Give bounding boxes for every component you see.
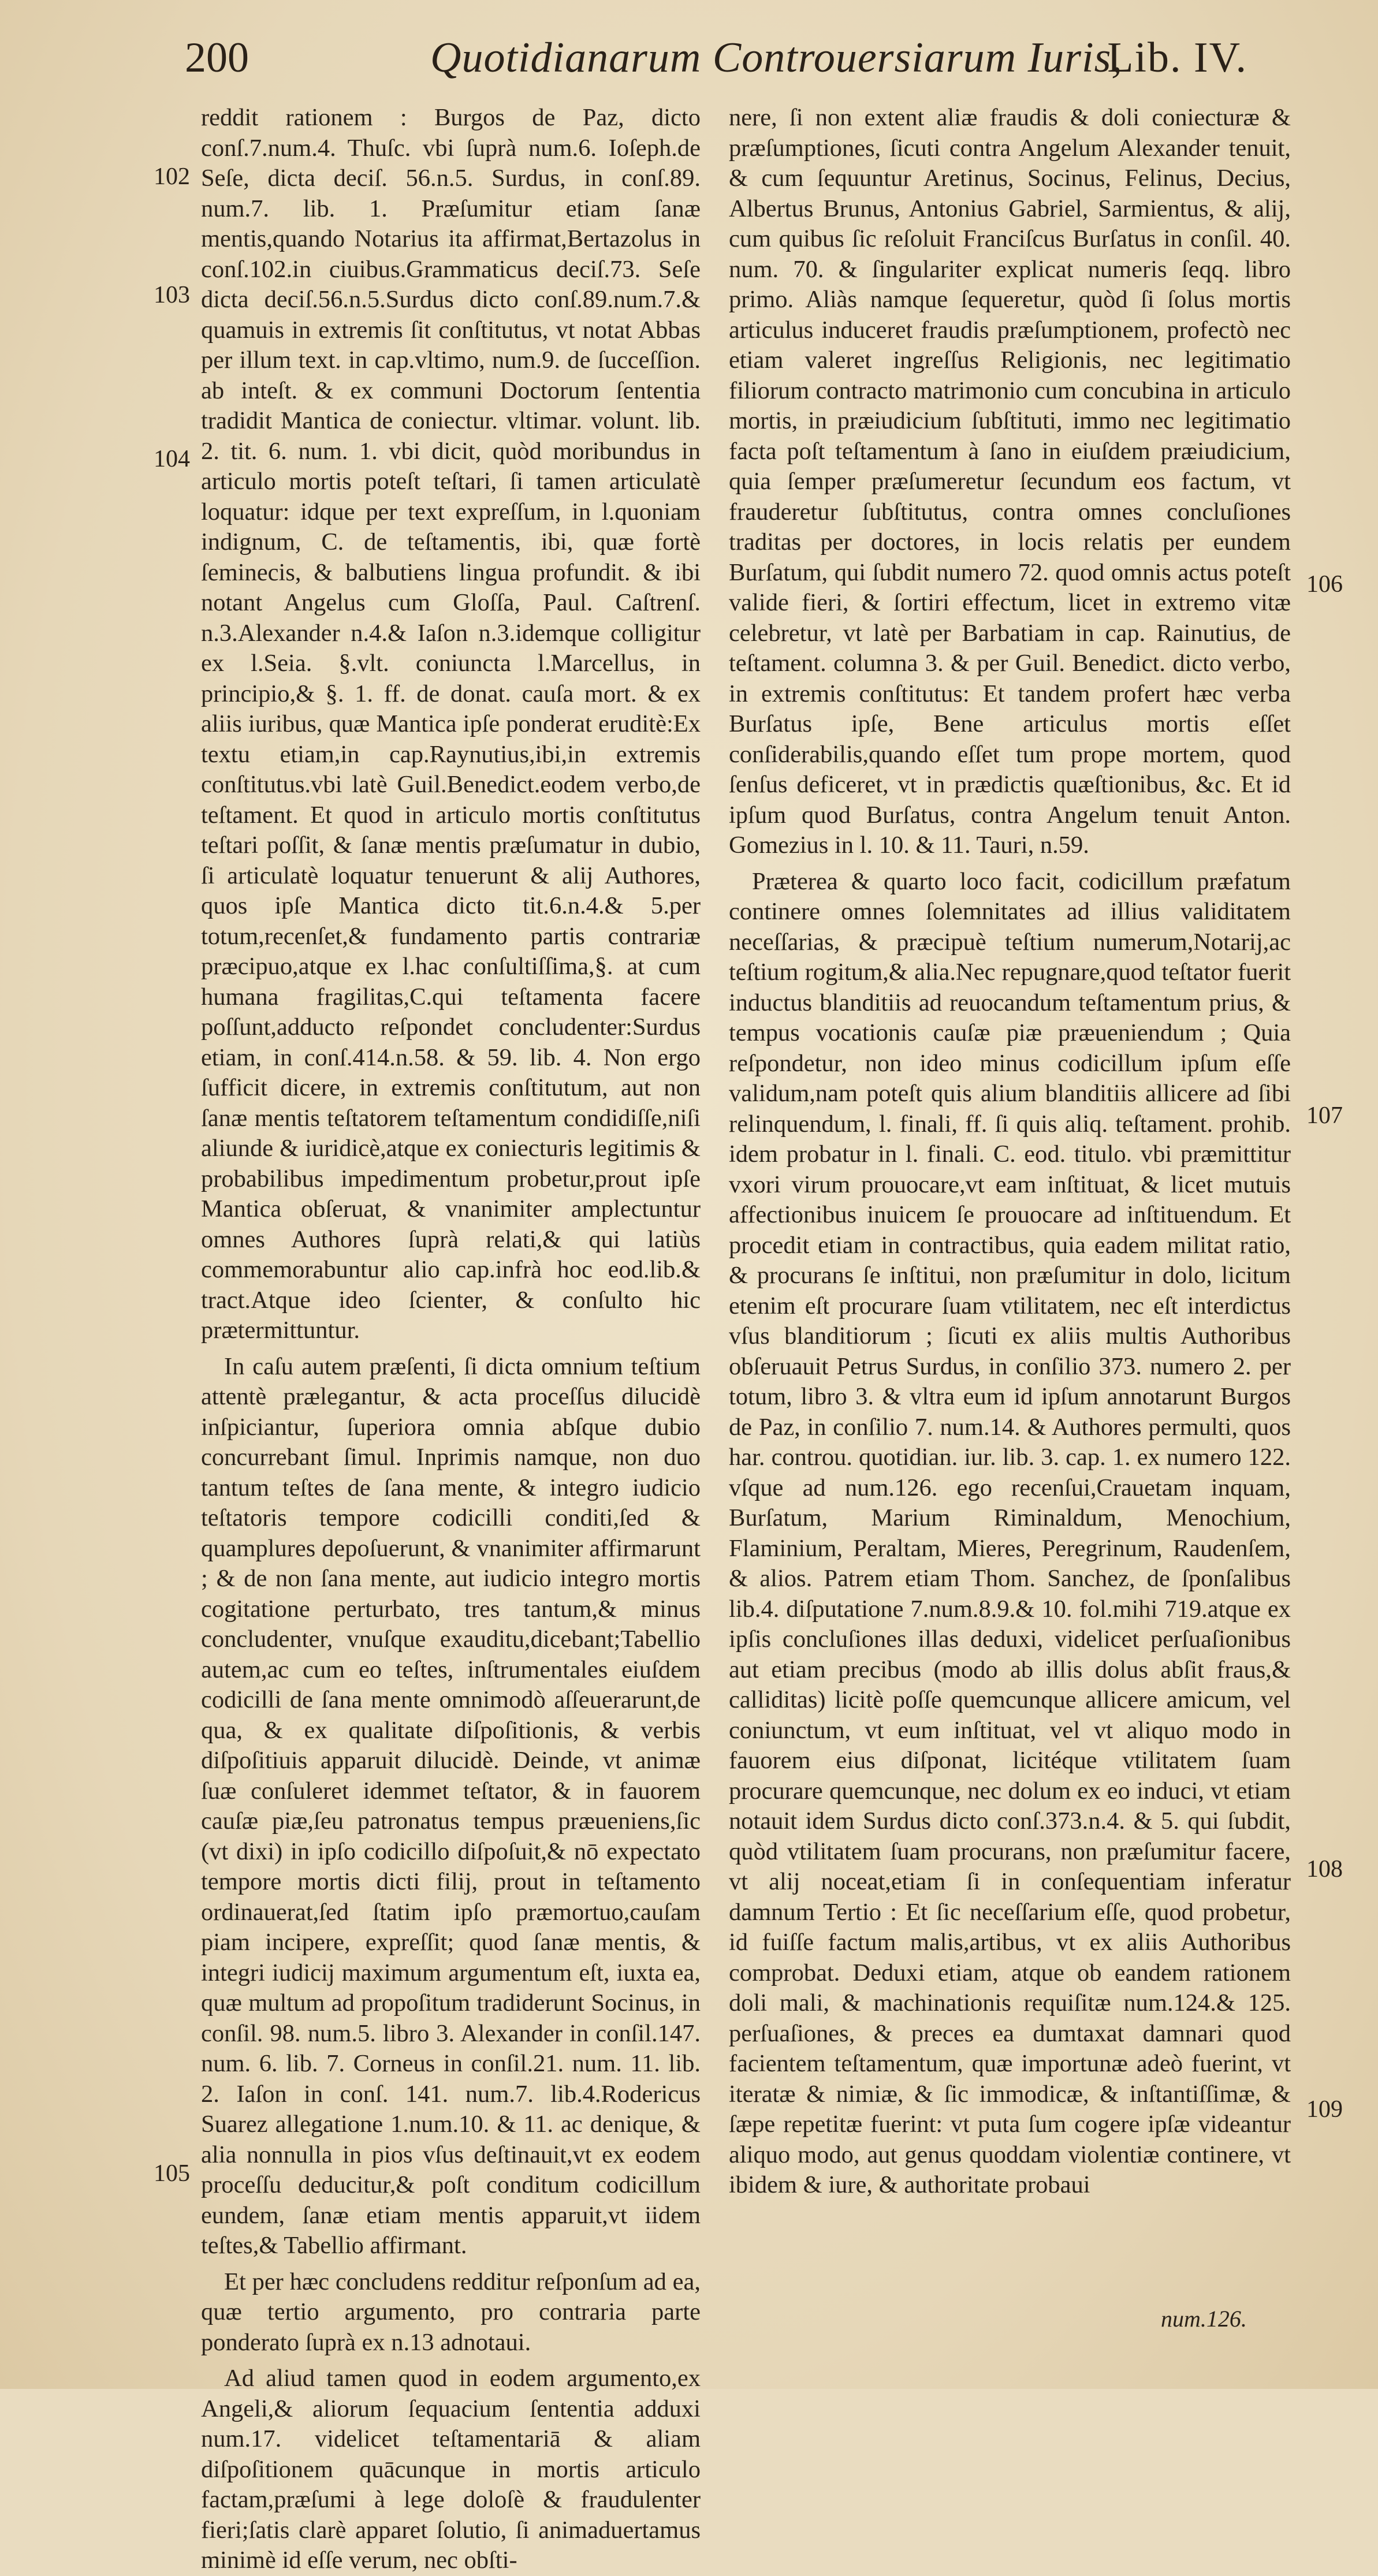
left-column [201, 103, 701, 2576]
margin-number: 104 [154, 446, 190, 472]
book-number: Lib. IV. [1107, 34, 1247, 81]
margin-number: 108 [1306, 1856, 1343, 1882]
catchword: num.126. [1161, 2306, 1247, 2332]
page-number: 200 [185, 34, 249, 81]
right-column [729, 103, 1291, 2201]
paragraph: reddit rationem : Burgos de Paz, dicto conſ.7.num.4. Thuſc. vbi ſuprà num.6. Ioſeph.de Seſe, dicta deciſ. 56.n.5. Surdus, in conſ.89. num.7. lib. 1. Præſumitur etiam ſanæ mentis,quando Notarius ita affirmat,Bertazolus in conſ.102.in ciuibus.Grammaticus deciſ.73. Seſe dicta deciſ.56.n.5.Surdus dicto conſ.89.num.7.& quamuis in extremis ſit conſtitutus, vt notat Abbas per illum text. in cap.vltimo, num.9. de ſucceſſion. ab inteſt. & ex communi Doctorum ſententia tradidit Mantica de coniectur. vltimar. volunt. lib. 2. tit. 6. num. 1. vbi dicit, quòd moribundus in articulo mortis poteſt teſtari, ſi tamen articulatè loquatur: idque per text expreſſum, in l.quoniam indignum, C. de teſtamentis, ibi, quæ fortè ſeminecis, & balbutiens lingua profundit. & ibi notant Angelus cum Gloſſa, Paul. Caſtrenſ. n.3.Alexander n.4.& Iaſon n.3.idemque colligitur ex l.Seia. §.vlt. coniuncta l.Marcellus, in principio,& §. 1. ff. de donat. cauſa mort. & ex aliis iuribus, quæ Mantica ipſe ponderat eruditè:Ex textu etiam,in cap.Raynutius,ibi,in extremis conſtitutus.vbi latè Guil.Benedict.eodem verbo,de teſtament. Et quod in articulo mortis conſtitutus teſtari poſſit, & ſanæ mentis præſumatur in dubio, ſi articulatè loquatur tenuerunt & alij Authores, quos ipſe Mantica dicto tit.6.n.4.& 5.per totum,recenſet,& fundamento partis contrariæ præcipuo,atque ex l.hac conſultiſſima,§. at cum humana fragilitas,C.qui teſtamenta facere poſſunt,adducto reſpondet concludenter:Surdus etiam, in conſ.414.n.58. & 59. lib. 4. Non ergo ſufficit dicere, in extremis conſtitutum, aut non ſanæ mentis teſtatorem teſtamentum condidiſſe,niſi aliunde & iuridicè,atque ex coniecturis legitimis & probabilibus impedimentum probetur,prout ipſe Mantica obſeruat, & vnanimiter amplectuntur omnes Authores ſuprà relati,& qui latiùs commemorabuntur alio cap.infrà hoc eod.lib.& tract.Atque ideo ſcienter, & conſulto hic prætermittuntur. [201, 104, 701, 1344]
paragraph: Præterea & quarto loco facit, codicillum præfatum continere omnes ſolemnitates ad illius validitatem neceſſarias, & præcipuè teſtium numerum,Notarij,ac teſtium rogitum,& alia.Nec repugnare,quod teſtator fuerit inductus blanditiis ad reuocandum teſtamentum prius, & tempus vocationis cauſæ piæ præueniendum ; Quia reſpondetur, non ideo minus codicillum ipſum eſſe validum,nam poteſt quis alium blanditiis allicere ad ſibi relinquendum, l. finali, ff. ſi quis aliq. teſtament. prohib. idem probatur in l. finali. C. eod. titulo. vbi præmittitur vxori virum prouocare,vt eam inſtituat, & licet mutuis affectionibus inuicem ſe prouocare ad inſtituendum. Et procedit etiam in contractibus, quia eadem militat ratio, & procurans ſe inſtitui, non præſumitur in dolo, licitum etenim eſt procurare ſuam vtilitatem, nec eſt interdictus vſus blanditiorum ; ſicuti ex aliis multis Authoribus obſeruauit Petrus Surdus, in conſilio 373. numero 2. per totum, libro 3. & vltra eum id ipſum annotarunt Burgos de Paz, in conſilio 7. num.14. & Authores permulti, quos har. controu. quotidian. iur. lib. 3. cap. 1. ex numero 122. vſque ad num.126. ego recenſui,Crauetam inquam, Burſatum, Marium Riminaldum, Menochium, Flaminium, Peraltam, Mieres, Peregrinum, Raudenſem, & alios. Patrem etiam Thom. Sanchez, de ſponſalibus lib.4. diſputatione 7.num.8.9.& 10. fol.mihi 719.atque ex ipſis concluſiones illas deduxi, videlicet perſuaſionibus aut etiam precibus (modo ab illis dolus abſit fraus,& calliditas) licitè poſſe quemcunque allicere amicum, vel coniunctum, vt eum inſtituat, vel vt aliquo modo in fauorem eius diſponat, licitéque vtilitatem ſuam procurare quemcunque, nec dolum ex eo induci, vt etiam notauit idem Surdus dicto conſ.373.n.4. & 5. qui ſubdit, quòd vtilitatem ſuam procurans, non præſumitur facere, vt alij noceat,etiam ſi in conſequentiam inferatur damnum Tertio : Et ſic neceſſarium eſſe, quod probetur, id fuiſſe factum malis,artibus, vt ex aliis Authoribus comprobat. Deduxi etiam, atque ob eandem rationem doli mali, & machinationis requiſitæ num.124.& 125. perſuaſiones, & preces ea dumtaxat damnari quod facientem teſtamentum, quæ importunæ adeò fuerint, vt iteratæ & nimiæ, & ſic immodicæ, & inſtantiſſimæ, & ſæpe repetitæ fuerint: vt puta ſum cogere ipſæ videantur aliquo modo, aut genus quoddam violentiæ continere, vt ibidem & iure, & authoritate probaui [729, 867, 1291, 2198]
margin-number: 102 [154, 163, 190, 190]
paragraph: Ad aliud tamen quod in eodem argumento,ex Angeli,& aliorum ſequacium ſententia adduxi num.17. videlicet teſtamentariā & aliam diſpoſitionem quācunque in mortis articulo factam,præſumi à lege doloſè & fraudulenter fieri;ſatis clarè apparet ſolutio, ſi animaduertamus minimè id eſſe verum, nec obſti- [201, 2365, 701, 2574]
page-header [185, 33, 1247, 91]
margin-number: 109 [1306, 2096, 1343, 2123]
margin-number: 107 [1306, 1102, 1343, 1129]
margin-number: 106 [1306, 571, 1343, 598]
paragraph: nere, ſi non extent aliæ fraudis & doli coniecturæ & præſumptiones, ſicuti contra Angelum Alexander tenuit, & cum ſequuntur Aretinus, Socinus, Felinus, Decius, Albertus Brunus, Antonius Gabriel, Sarmientus, & alij, cum quibus ſic reſoluit Franciſcus Burſatus in conſil. 40. num. 70. & ſingulariter explicat numeris ſeqq. libro primo. Aliàs namque ſequeretur, quòd ſi ſolus mortis articulus induceret fraudis præſumptionem, profectò nec etiam valeret ingreſſus Religionis, nec legitimatio filiorum contracto matrimonio cum concubina in articulo mortis, in præiudicium ſubſtituti, immo nec legitimatio facta poſt teſtamentum à ſano in eiuſdem præiudicium, quia ſemper præſumeretur ſecundum eos factum, vt frauderetur ſubſtitutus, contra omnes concluſiones traditas per doctores, in locis relatis per eundem Burſatum, qui ſubdit numero 72. quod omnis actus poteſt valide fieri, & ſortiri effectum, licet in extremo vitæ celebretur, vt latè per Barbatiam in cap. Rainutius, de teſtament. columna 3. & per Guil. Benedict. dicto verbo, in extremis conſtitutus: Et tandem profert hæc verba Burſatus ipſe, Bene articulus mortis eſſet conſiderabilis,quando eſſet tum prope mortem, quod ſenſus deficeret, vt in prædictis quæſtionibus, &c. Et id ipſum quod Burſatus, contra Angelum tenuit Anton. Gomezius in l. 10. & 11. Tauri, n.59. [729, 104, 1291, 859]
margin-number: 105 [154, 2160, 190, 2187]
running-title: Quotidianarum Controuersiarum Iuris, [430, 34, 1123, 81]
paragraph: Et per hæc concludens redditur reſponſum ad ea, quæ tertio argumento, pro contraria parte ponderato ſuprà ex n.13 adnotaui. [201, 2268, 701, 2356]
paragraph: In caſu autem præſenti, ſi dicta omnium teſtium attentè prælegantur, & acta proceſſus dilucidè inſpiciantur, ſuperiora omnia abſque dubio concurrebant ſimul. Inprimis namque, non duo tantum teſtes de ſana mente, & integro iudicio teſtatoris tempore codicilli conditi,ſed & quamplures depoſuerunt, & vnanimiter affirmarunt ; & de non ſana mente, aut iudicio integro mortis cogitatione perturbato, tres tantum,& minus concludenter, vnuſque exauditu,dicebant;Tabellio autem,ac cum eo teſtes, inſtrumentales eiuſdem codicilli de ſana mente omnimodò aſſeuerarunt,de qua, & ex qualitate diſpoſitionis, & verbis diſpoſitiuis apparuit dilucidè. Deinde, vt animæ ſuæ conſuleret idemmet teſtator, & in fauorem cauſæ piæ,ſeu patronatus tempus præueniens,ſic (vt dixi) in ipſo codicillo diſpoſuit,& nō expectato tempore mortis dicti filij, prout in teſtamento ordinauerat,ſed ſtatim ipſo præmortuo,cauſam piam incipere, expreſſit; quod ſanæ mentis, & integri iudicij maximum argumentum eſt, iuxta ea, quæ multum ad propoſitum tradiderunt Socinus, in conſil. 98. num.5. libro 3. Alexander in conſil.147. num. 6. lib. 7. Corneus in conſil.21. num. 11. lib. 2. Iaſon in conſ. 141. num.7. lib.4.Rodericus Suarez allegatione 1.num.10. & 11. ac denique, & alia nonnulla in pios vſus deſtinauit,vt ex eodem proceſſu deducitur,& poſt conditum codicillum eundem, ſanæ etiam mentis apparuit,vt iidem teſtes,& Tabellio affirmant. [201, 1352, 701, 2259]
margin-number: 103 [154, 282, 190, 308]
